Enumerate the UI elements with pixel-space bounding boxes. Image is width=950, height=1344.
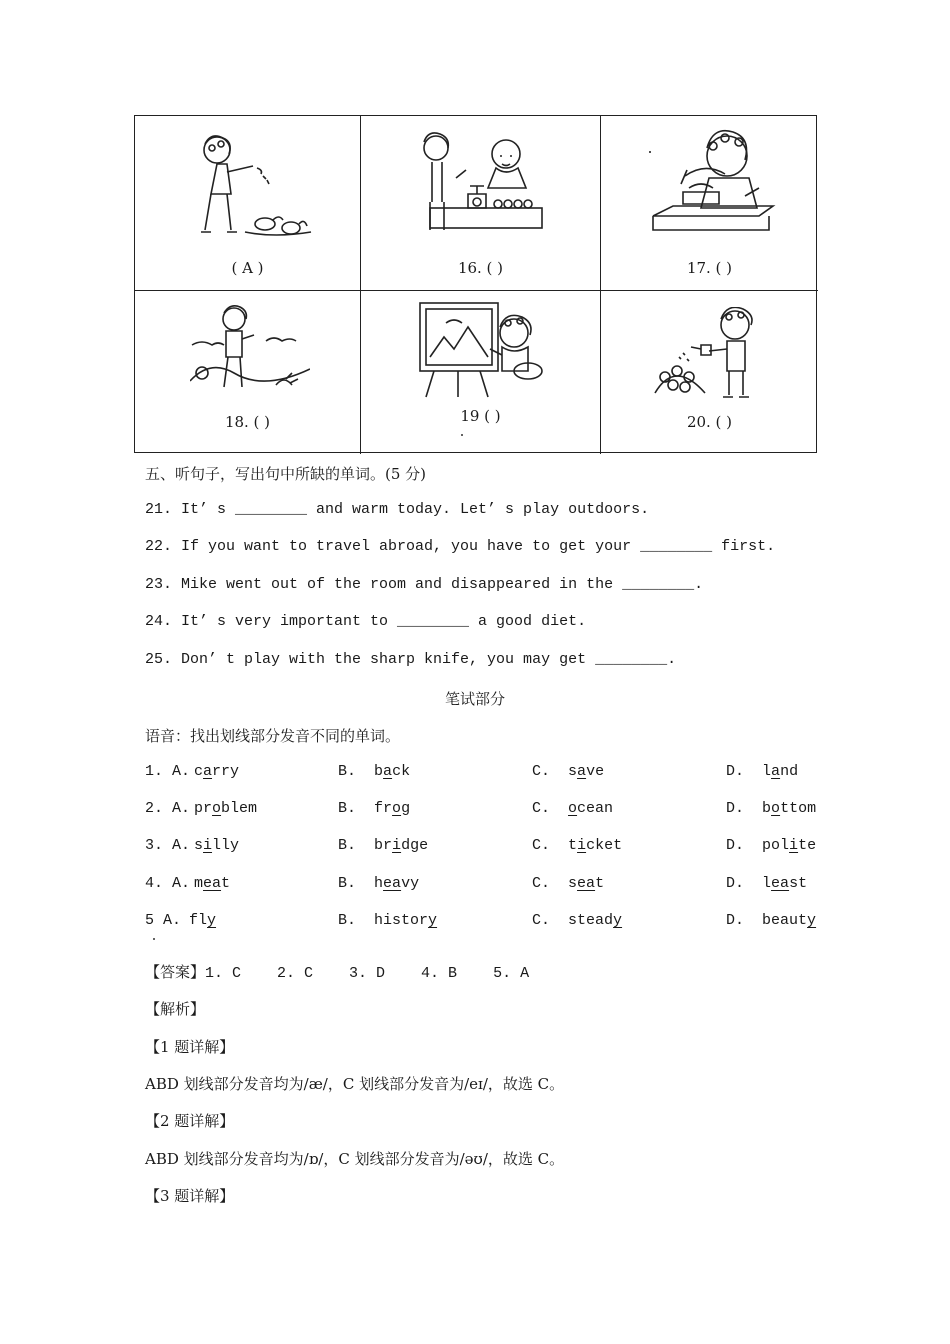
option-a: silly	[194, 837, 240, 854]
picture-cell-16	[361, 116, 601, 291]
sentence-22: 22. If you want to travel abroad, you have to get your ________ first.	[145, 538, 776, 555]
analysis-item-title: 【1 题详解】	[145, 1038, 235, 1056]
option-b: B. heavy	[338, 875, 420, 892]
question-number: 1. A.	[145, 763, 191, 780]
question-number: 2. A.	[145, 800, 191, 817]
sentence-24: 24. It’ s very important to ________ a good diet.	[145, 613, 587, 630]
picture-cell-17	[601, 116, 818, 291]
answer-line	[145, 961, 529, 982]
phonetics-heading: 语音：找出划线部分发音不同的单词。	[145, 727, 401, 745]
question-number: 4. A.	[145, 875, 191, 892]
option-a: carry	[194, 763, 240, 780]
option-d: D. bottom	[726, 800, 817, 817]
section5-heading: 五、听句子，写出句中所缺的单词。(5 分)	[145, 465, 427, 483]
option-d: D. land	[726, 763, 799, 780]
picture-label: 20. ( )	[686, 413, 733, 431]
picture-label: 18. ( )	[224, 413, 271, 431]
picture-cell-18	[135, 291, 361, 454]
picture-cell-example	[135, 116, 361, 291]
analysis-item-title: 【2 题详解】	[145, 1112, 235, 1130]
woman-feeding-chickens-illustration	[187, 128, 317, 238]
stray-dot	[153, 938, 155, 940]
sentence-25: 25. Don’ t play with the sharp knife, you may get ________.	[145, 651, 677, 668]
analysis-item-title: 【3 题详解】	[145, 1187, 235, 1205]
option-b: B. frog	[338, 800, 411, 817]
question-number: 3. A.	[145, 837, 191, 854]
option-b: B. history	[338, 912, 438, 929]
option-d: D. least	[726, 875, 808, 892]
analysis-tag: 【解析】	[145, 1000, 206, 1018]
answer-values: 1. C 2. C 3. D 4. B 5. A	[205, 965, 530, 982]
woman-cooking-illustration	[645, 126, 785, 241]
picture-label: 19 ( )	[460, 407, 501, 425]
sentence-21: 21. It’ s ________ and warm today. Let’ s play outdoors.	[145, 501, 650, 518]
option-b: B. bridge	[338, 837, 429, 854]
option-d: D. polite	[726, 837, 817, 854]
option-c: C. seat	[532, 875, 605, 892]
option-a: fly	[189, 912, 217, 929]
picture-cell-20	[601, 291, 818, 454]
answer-tag: 【答案】	[145, 963, 206, 981]
picture-label: 17. ( )	[686, 259, 733, 277]
picture-label: 16. ( )	[457, 259, 504, 277]
written-section-title: 笔试部分	[444, 690, 505, 708]
woman-watering-plants-illustration	[651, 307, 771, 402]
option-c: C. steady	[532, 912, 623, 929]
picture-label: ( A )	[231, 259, 264, 277]
option-a: meat	[194, 875, 231, 892]
question-number: 5 A.	[145, 912, 182, 929]
option-c: C. ticket	[532, 837, 623, 854]
option-a: problem	[194, 800, 258, 817]
picture-grid	[134, 115, 817, 453]
analysis-item-text: ABD 划线部分发音均为/ɒ/，C 划线部分发音为/əʊ/，故选 C。	[145, 1150, 565, 1168]
option-d: D. beauty	[726, 912, 817, 929]
shopping-at-market-illustration	[416, 128, 546, 238]
sentence-23: 23. Mike went out of the room and disappeared in the ________.	[145, 576, 704, 593]
option-c: C. save	[532, 763, 605, 780]
analysis-item-text: ABD 划线部分发音均为/æ/，C 划线部分发音为/eɪ/，故选 C。	[145, 1075, 565, 1093]
picture-cell-19	[361, 291, 601, 454]
woman-walking-in-countryside-illustration	[190, 303, 310, 398]
woman-painting-illustration	[416, 299, 546, 399]
option-b: B. back	[338, 763, 411, 780]
option-c: C. ocean	[532, 800, 614, 817]
stray-dot	[461, 434, 463, 436]
